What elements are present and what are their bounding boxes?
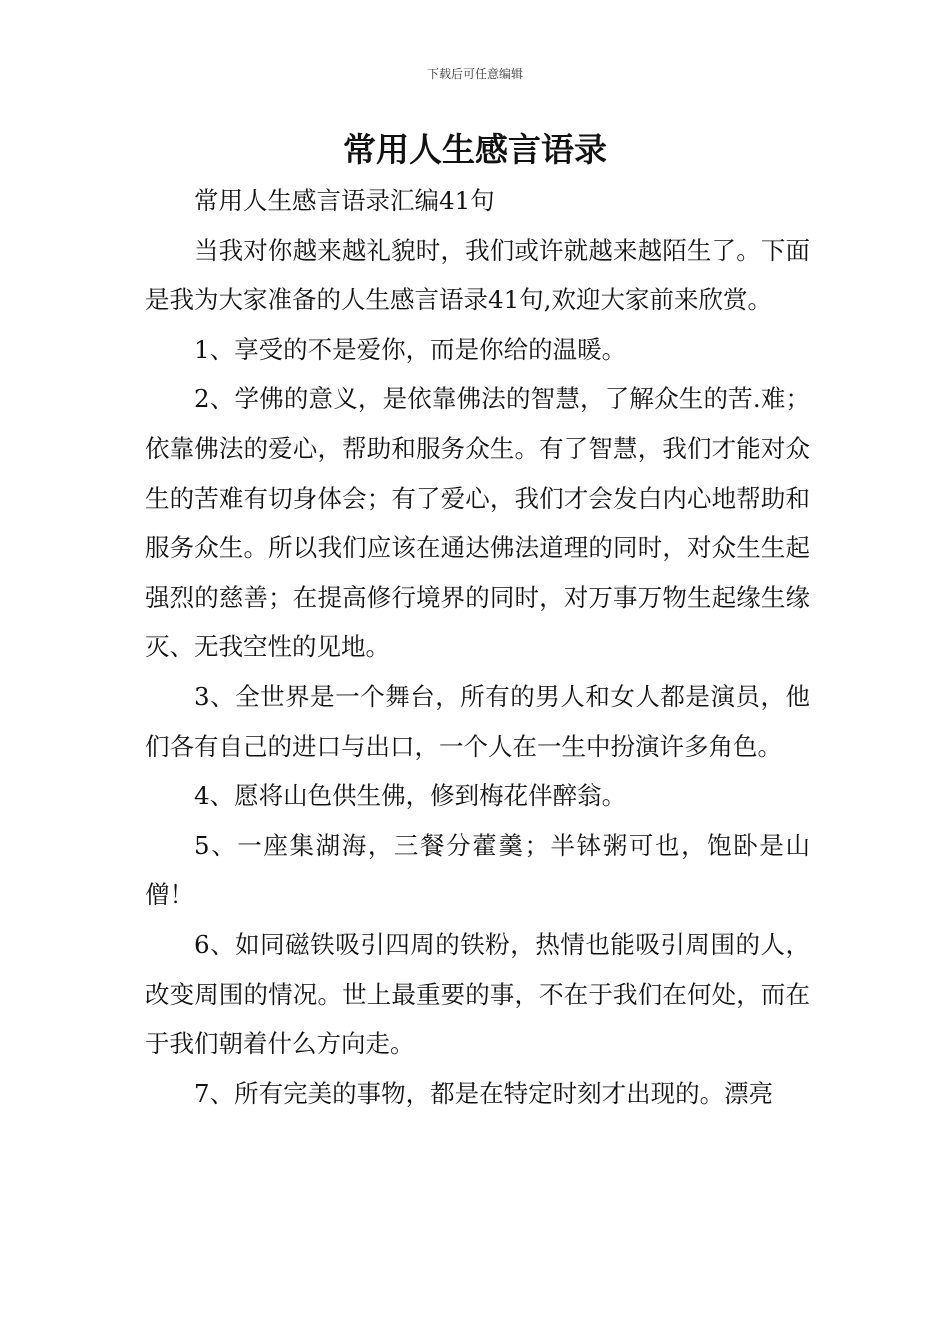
quote-paragraph-7: 7、所有完美的事物，都是在特定时刻才出现的。漂亮 [194, 1078, 774, 1108]
subtitle-paragraph: 常用人生感言语录汇编41句 [194, 186, 495, 215]
body-text [145, 176, 810, 1118]
quote-paragraph-1: 1、享受的不是爱你，而是你给的温暖。 [194, 334, 627, 364]
header-note: 下载后可任意编辑 [426, 67, 523, 81]
quote-paragraph-3: 3、全世界是一个舞台，所有的男人和女人都是演员，他们各有自己的进口与出口，一个人在一生中扮演许多角色。 [145, 681, 810, 761]
intro-paragraph: 当我对你越来越礼貌时，我们或许就越来越陌生了。下面是我为大家准备的人生感言语录41句,欢迎大家前来欣赏。 [145, 235, 810, 315]
quote-paragraph-6: 6、如同磁铁吸引四周的铁粉，热情也能吸引周围的人，改变周围的情况。世上最重要的事，不在于我们在何处，而在于我们朝着什么方向走。 [145, 929, 810, 1059]
document-title: 常用人生感言语录 [343, 130, 607, 169]
quote-paragraph-4: 4、愿将山色供生佛，修到梅花伴醉翁。 [194, 781, 627, 811]
quote-paragraph-2: 2、学佛的意义，是依靠佛法的智慧，了解众生的苦.难；依靠佛法的爱心，帮助和服务众生。有了智慧，我们才能对众生的苦难有切身体会；有了爱心，我们才会发白内心地帮助和服务众生。所以我们应该在通达佛法道理的同时，对众生生起强烈的慈善；在提高修行境界的同时，对万事万物生起缘生缘灭、无我空性的见地。 [145, 384, 810, 662]
quote-paragraph-5: 5、一座集湖海，三餐分藿羹；半钵粥可也，饱卧是山僧！ [145, 830, 810, 910]
